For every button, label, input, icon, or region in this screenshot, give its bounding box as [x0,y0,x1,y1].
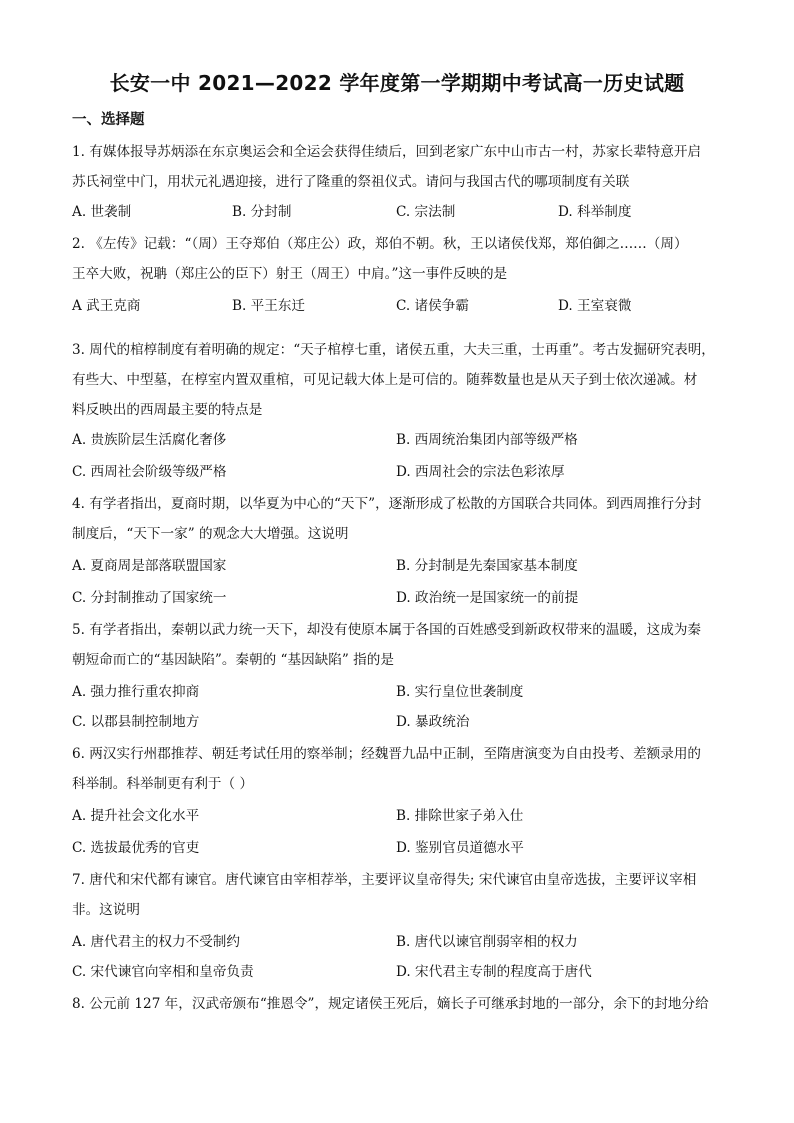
question-5-option-c: C. 以郡县制控制地方 [72,714,200,730]
question-1-option-a: A. 世袭制 [72,204,132,220]
question-1-option-c: C. 宗法制 [396,204,456,220]
question-6-line-1: 6. 两汉实行州郡推荐、朝廷考试任用的察举制；经魏晋九品中正制，至隋唐演变为自由投考、差额录用的 [72,746,702,762]
question-7-line-1: 7. 唐代和宋代都有谏官。唐代谏官由宰相荐举，主要评议皇帝得失; 宋代谏官由皇帝选拔，主要评议宰相 [72,872,697,888]
question-2-option-b: B. 平王东迁 [232,298,306,314]
question-4-option-a: A. 夏商周是部落联盟国家 [72,558,227,574]
question-3-option-d: D. 西周社会的宗法色彩浓厚 [396,464,565,480]
question-3-line-2: 有些大、中型墓，在椁室内置双重棺，可见记载大体上是可信的。随葬数量也是从天子到士依次递减。材 [72,372,698,388]
question-3-line-1: 3. 周代的棺椁制度有着明确的规定：“天子棺椁七重，诸侯五重，大夫三重，士再重”。考古发掘研究表明， [72,342,715,358]
section-heading: 一、选择题 [72,112,145,128]
question-8-line-1: 8. 公元前 127 年，汉武帝颁布“推恩令”，规定诸侯王死后，嫡长子可继承封地的一部分，余下的封地分给 [72,996,709,1012]
question-3-line-3: 料反映出的西周最主要的特点是 [72,402,263,418]
question-2-option-a: A 武王克商 [72,298,141,314]
question-7-option-c: C. 宋代谏官向宰相和皇帝负责 [72,964,254,980]
question-3-option-a: A. 贵族阶层生活腐化奢侈 [72,432,227,448]
question-2-line-2: 王卒大败，祝聃（郑庄公的臣下）射王（周王）中肩。”这一事件反映的是 [72,266,508,282]
question-2-option-c: C. 诸侯争霸 [396,298,469,314]
exam-title: 长安一中 2021—2022 学年度第一学期期中考试高一历史试题 [109,71,685,95]
question-7-line-2: 非。这说明 [72,902,140,918]
question-4-option-b: B. 分封制是先秦国家基本制度 [396,558,578,574]
question-4-option-c: C. 分封制推动了国家统一 [72,590,227,606]
question-5-line-1: 5. 有学者指出，秦朝以武力统一天下，却没有使原本属于各国的百姓感受到新政权带来的温暖，这成为秦 [72,622,702,638]
question-5-option-a: A. 强力推行重农抑商 [72,684,200,700]
question-6-option-a: A. 提升社会文化水平 [72,808,200,824]
question-5-line-2: 朝短命而亡的“基因缺陷”。秦朝的 “基因缺陷” 指的是 [72,652,394,668]
question-6-option-d: D. 鉴别官员道德水平 [396,840,524,856]
question-1-line-1: 1. 有媒体报导苏炳添在东京奥运会和全运会获得佳绩后，回到老家广东中山市古一村，苏家长辈特意开启 [72,144,702,160]
question-3-option-c: C. 西周社会阶级等级严格 [72,464,227,480]
question-3-option-b: B. 西周统治集团内部等级严格 [396,432,578,448]
question-2-line-1: 2. 《左传》记载：“（周）王夺郑伯（郑庄公）政，郑伯不朝。秋，王以诸侯伐郑，郑伯御之……（周） [72,236,688,252]
question-1-option-b: B. 分封制 [232,204,292,220]
question-5-option-b: B. 实行皇位世袭制度 [396,684,524,700]
question-6-line-2: 科举制。科举制更有利于（ ） [72,776,254,792]
question-1-option-d: D. 科举制度 [558,204,632,220]
question-7-option-d: D. 宋代君主专制的程度高于唐代 [396,964,592,980]
question-2-option-d: D. 王室衰微 [558,298,632,314]
question-7-option-a: A. 唐代君主的权力不受制约 [72,934,240,950]
question-4-option-d: D. 政治统一是国家统一的前提 [396,590,579,606]
question-4-line-1: 4. 有学者指出，夏商时期，以华夏为中心的“天下”，逐渐形成了松散的方国联合共同体。到西周推行分封 [72,496,702,512]
question-5-option-d: D. 暴政统治 [396,714,470,730]
question-1-line-2: 苏氏祠堂中门，用状元礼遇迎接，进行了隆重的祭祖仪式。请问与我国古代的哪项制度有关联 [72,174,630,190]
question-4-line-2: 制度后，“天下一家” 的观念大大增强。这说明 [72,526,349,542]
question-7-option-b: B. 唐代以谏官削弱宰相的权力 [396,934,578,950]
question-6-option-c: C. 选拔最优秀的官吏 [72,840,200,856]
question-6-option-b: B. 排除世家子弟入仕 [396,808,524,824]
